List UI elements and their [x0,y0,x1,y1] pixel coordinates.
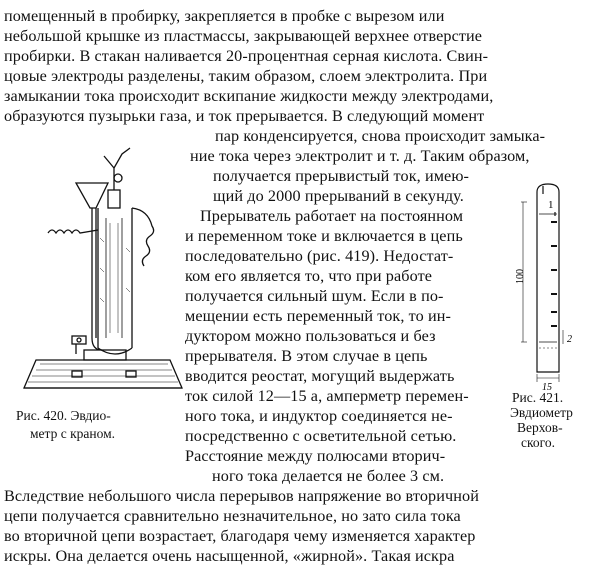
text-line: дуктором можно пользоваться и без [185,327,436,345]
figure-421-caption-line2: Эвдиометр [510,405,573,420]
text-line: пробирки. В стакан наливается 20-процентная серная кислота. Свин- [4,47,489,65]
text-line: цепи получается сравнительно незначительное, но зато сила тока [4,507,461,525]
text-line: ного тока делается не более 3 см. [212,467,445,485]
fig421-label-100: 100 [515,269,526,284]
text-line: ние тока через электролит и т. д. Таким образом, [190,147,530,165]
text-line: и переменном токе и включается в цепь [185,227,463,245]
figure-420-caption-line1: Рис. 420. Эвдио- [16,408,111,423]
text-line: вводится реостат, могущий выдержать [185,367,455,385]
text-line: прерывателя. В этом случае в цепь [185,347,428,365]
text-line: получается прерывистый ток, имею- [213,167,470,185]
text-line: получается сильный шум. Если в по- [185,287,444,305]
text-line: во вторичной цепи возрастает, благодаря чему изменяется характер [4,527,476,545]
text-line: Прерыватель работает на постоянном [200,207,464,225]
text-line: помещенный в пробирку, закрепляется в пробке с вырезом или [4,7,445,25]
text-line: щий до 2000 прерываний в секунду. [213,187,464,205]
text-line: ком его является то, что при работе [185,267,433,285]
text-line: цовые электроды разделены, таким образом, слоем электролита. При [4,67,488,85]
text-line: ного тока, и индуктор соединяется не- [185,407,453,425]
fig421-label-1: 1 [548,199,554,211]
text-line: Расстояние между полюсами вторич- [185,447,446,465]
text-line: искры. Она делается очень насыщенной, «жирной». Такая искра [4,547,455,565]
text-line: пар конденсируется, снова происходит замыка- [215,127,546,145]
figure-421-eudiometer-drawing [515,182,595,392]
figure-421-caption-line1: Рис. 421. [512,390,564,405]
text-line: Вследствие небольшого числа перерывов напряжение во вторичной [4,487,479,505]
text-line: небольшой крышке из пластмассы, закрывающей верхнее отверстие [4,27,483,45]
fig421-label-15: 15 [542,382,552,392]
figure-421-caption-line4: ского. [521,435,555,450]
text-line: мещении есть переменный ток, то ин- [185,307,451,325]
figure-420-eudiometer-drawing [18,138,188,400]
text-line: замыкании тока происходит вскипание жидкости между электродами, [4,87,494,105]
fig421-label-2: 2 [567,334,572,345]
figure-420-caption-line2: метр с краном. [30,426,116,441]
text-line: последовательно (рис. 419). Недостат- [185,247,454,265]
text-line: ток силой 12—15 а, амперметр перемен- [185,387,469,405]
text-line: образуются пузырьки газа, и ток прерывается. В следующий момент [4,107,485,125]
text-line: посредственно с осветительной сетью. [185,427,457,445]
figure-421-caption-line3: Верхов- [517,420,563,435]
